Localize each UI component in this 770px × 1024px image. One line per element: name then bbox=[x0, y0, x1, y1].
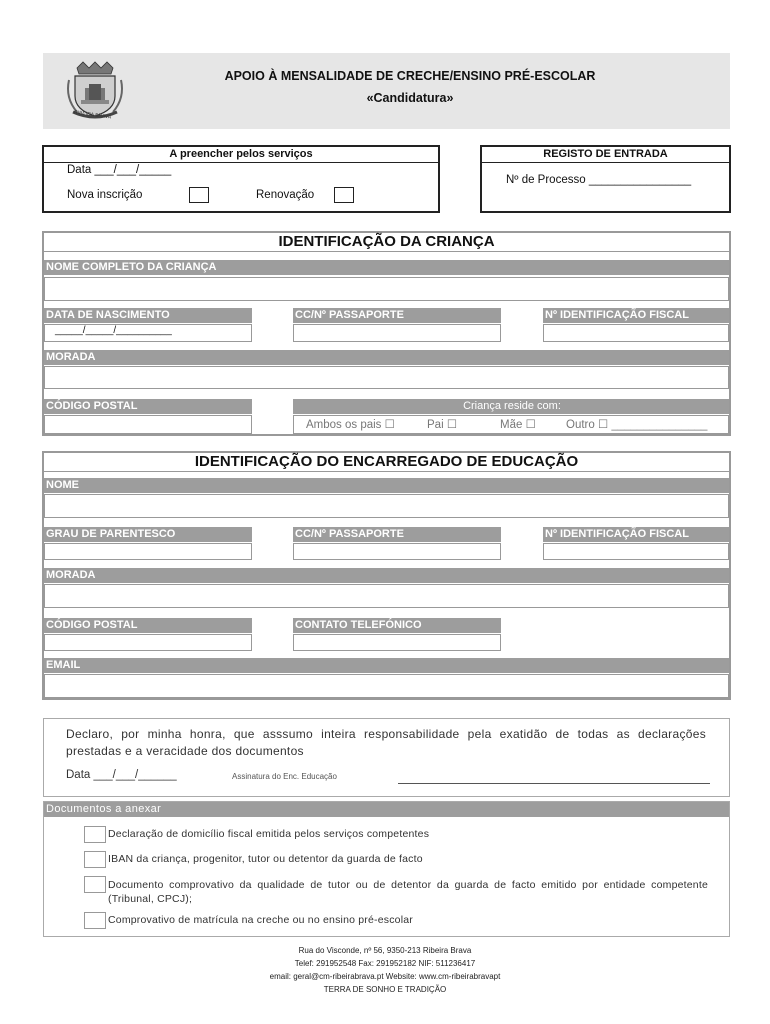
services-heading: A preencher pelos serviços bbox=[44, 147, 438, 163]
child-birthdate-blank: _____/_____/__________ bbox=[55, 325, 172, 336]
document-item-4: Comprovativo de matrícula na creche ou no ensino pré-escolar bbox=[108, 914, 413, 926]
lives-with-both-parents[interactable]: Ambos os pais ☐ bbox=[306, 419, 395, 431]
child-name-input[interactable] bbox=[44, 277, 729, 301]
renewal-label: Renovação bbox=[256, 189, 315, 201]
child-section-title: IDENTIFICAÇÃO DA CRIANÇA bbox=[44, 233, 729, 252]
guardian-email-input[interactable] bbox=[44, 674, 729, 698]
lives-with-father[interactable]: Pai ☐ bbox=[427, 419, 458, 431]
footer-contacts: Telef: 291952548 Fax: 291952182 NIF: 511236417 bbox=[294, 959, 476, 968]
form-title: APOIO À MENSALIDADE DE CRECHE/ENSINO PRÉ-ESCOLAR bbox=[224, 69, 596, 83]
document-item-3: Documento comprovativo da qualidade de tutor ou de detentor da guarda de facto emitido por entidade competente (Tribunal, CPCJ); bbox=[108, 879, 708, 905]
guardian-relationship-label: GRAU DE PARENTESCO bbox=[44, 527, 252, 542]
registry-box bbox=[480, 145, 731, 213]
documents-heading: Documentos a anexar bbox=[44, 802, 729, 817]
services-box bbox=[42, 145, 440, 213]
declaration-text: Declaro, por minha honra, que asssumo inteira responsabilidade pela exatidão de todas as declarações prestadas e a veracidade dos documentos bbox=[66, 727, 706, 758]
child-birthdate-label: DATA DE NASCIMENTO bbox=[44, 308, 252, 323]
document-checkbox-4[interactable] bbox=[84, 912, 106, 929]
process-number-field[interactable]: Nº de Processo ________________ bbox=[506, 174, 692, 186]
declaration-date-field[interactable]: Data ___/___/______ bbox=[66, 769, 177, 781]
child-id-doc-input[interactable] bbox=[293, 324, 501, 342]
registry-heading: REGISTO DE ENTRADA bbox=[482, 147, 729, 163]
guardian-email-label: EMAIL bbox=[44, 658, 729, 673]
guardian-postal-code-label: CÓDIGO POSTAL bbox=[44, 618, 252, 633]
guardian-name-input[interactable] bbox=[44, 494, 729, 518]
guardian-tax-id-label: Nº IDENTIFICAÇÃO FISCAL bbox=[543, 527, 729, 542]
document-item-2: IBAN da criança, progenitor, tutor ou detentor da guarda de facto bbox=[108, 853, 423, 865]
new-registration-checkbox[interactable] bbox=[189, 187, 209, 203]
guardian-section bbox=[42, 451, 731, 700]
declaration-box bbox=[43, 718, 730, 797]
signature-label: Assinatura do Enc. Educação bbox=[232, 772, 337, 781]
lives-with-other[interactable]: Outro ☐ _______________ bbox=[566, 419, 708, 431]
guardian-section-title: IDENTIFICAÇÃO DO ENCARREGADO DE EDUCAÇÃO bbox=[44, 453, 729, 472]
child-postal-code-input[interactable] bbox=[44, 415, 252, 434]
child-postal-code-label: CÓDIGO POSTAL bbox=[44, 399, 252, 414]
renewal-checkbox[interactable] bbox=[334, 187, 354, 203]
guardian-address-label: MORADA bbox=[44, 568, 729, 583]
document-checkbox-2[interactable] bbox=[84, 851, 106, 868]
form-subtitle: «Candidatura» bbox=[366, 91, 454, 105]
guardian-postal-code-input[interactable] bbox=[44, 634, 252, 651]
child-tax-id-input[interactable] bbox=[543, 324, 729, 342]
child-birthdate-input[interactable] bbox=[44, 324, 252, 342]
child-address-label: MORADA bbox=[44, 350, 729, 365]
child-section bbox=[42, 231, 731, 436]
guardian-phone-label: CONTATO TELEFÓNICO bbox=[293, 618, 501, 633]
guardian-tax-id-input[interactable] bbox=[543, 543, 729, 560]
document-item-1: Declaração de domicílio fiscal emitida pelos serviços competentes bbox=[108, 828, 430, 840]
lives-with-options bbox=[293, 415, 729, 434]
new-registration-label: Nova inscrição bbox=[67, 189, 143, 201]
guardian-address-input[interactable] bbox=[44, 584, 729, 608]
guardian-relationship-input[interactable] bbox=[44, 543, 252, 560]
child-address-input[interactable] bbox=[44, 366, 729, 389]
footer-motto: TERRA DE SONHO E TRADIÇÃO bbox=[323, 985, 447, 994]
crest-scroll-text: RIBEIRA BRAVA bbox=[73, 109, 112, 121]
child-tax-id-label: Nº IDENTIFICAÇÃO FISCAL bbox=[543, 308, 729, 323]
child-id-doc-label: CC/Nº PASSAPORTE bbox=[293, 308, 501, 323]
lives-with-label: Criança reside com: bbox=[293, 399, 729, 414]
documents-box bbox=[43, 801, 730, 937]
document-checkbox-1[interactable] bbox=[84, 826, 106, 843]
guardian-id-doc-label: CC/Nº PASSAPORTE bbox=[293, 527, 501, 542]
child-name-label: NOME COMPLETO DA CRIANÇA bbox=[44, 260, 729, 275]
services-date-field[interactable]: Data ___/___/_____ bbox=[67, 164, 172, 176]
lives-with-mother[interactable]: Mãe ☐ bbox=[500, 419, 536, 431]
footer-address: Rua do Visconde, nº 56, 9350-213 Ribeira Brava bbox=[298, 946, 472, 955]
signature-line[interactable] bbox=[398, 783, 710, 784]
document-checkbox-3[interactable] bbox=[84, 876, 106, 893]
guardian-name-label: NOME bbox=[44, 478, 729, 493]
guardian-id-doc-input[interactable] bbox=[293, 543, 501, 560]
footer-email-website: email: geral@cm-ribeirabrava.pt Website: www.cm-ribeirabravapt bbox=[269, 972, 501, 981]
guardian-phone-input[interactable] bbox=[293, 634, 501, 651]
